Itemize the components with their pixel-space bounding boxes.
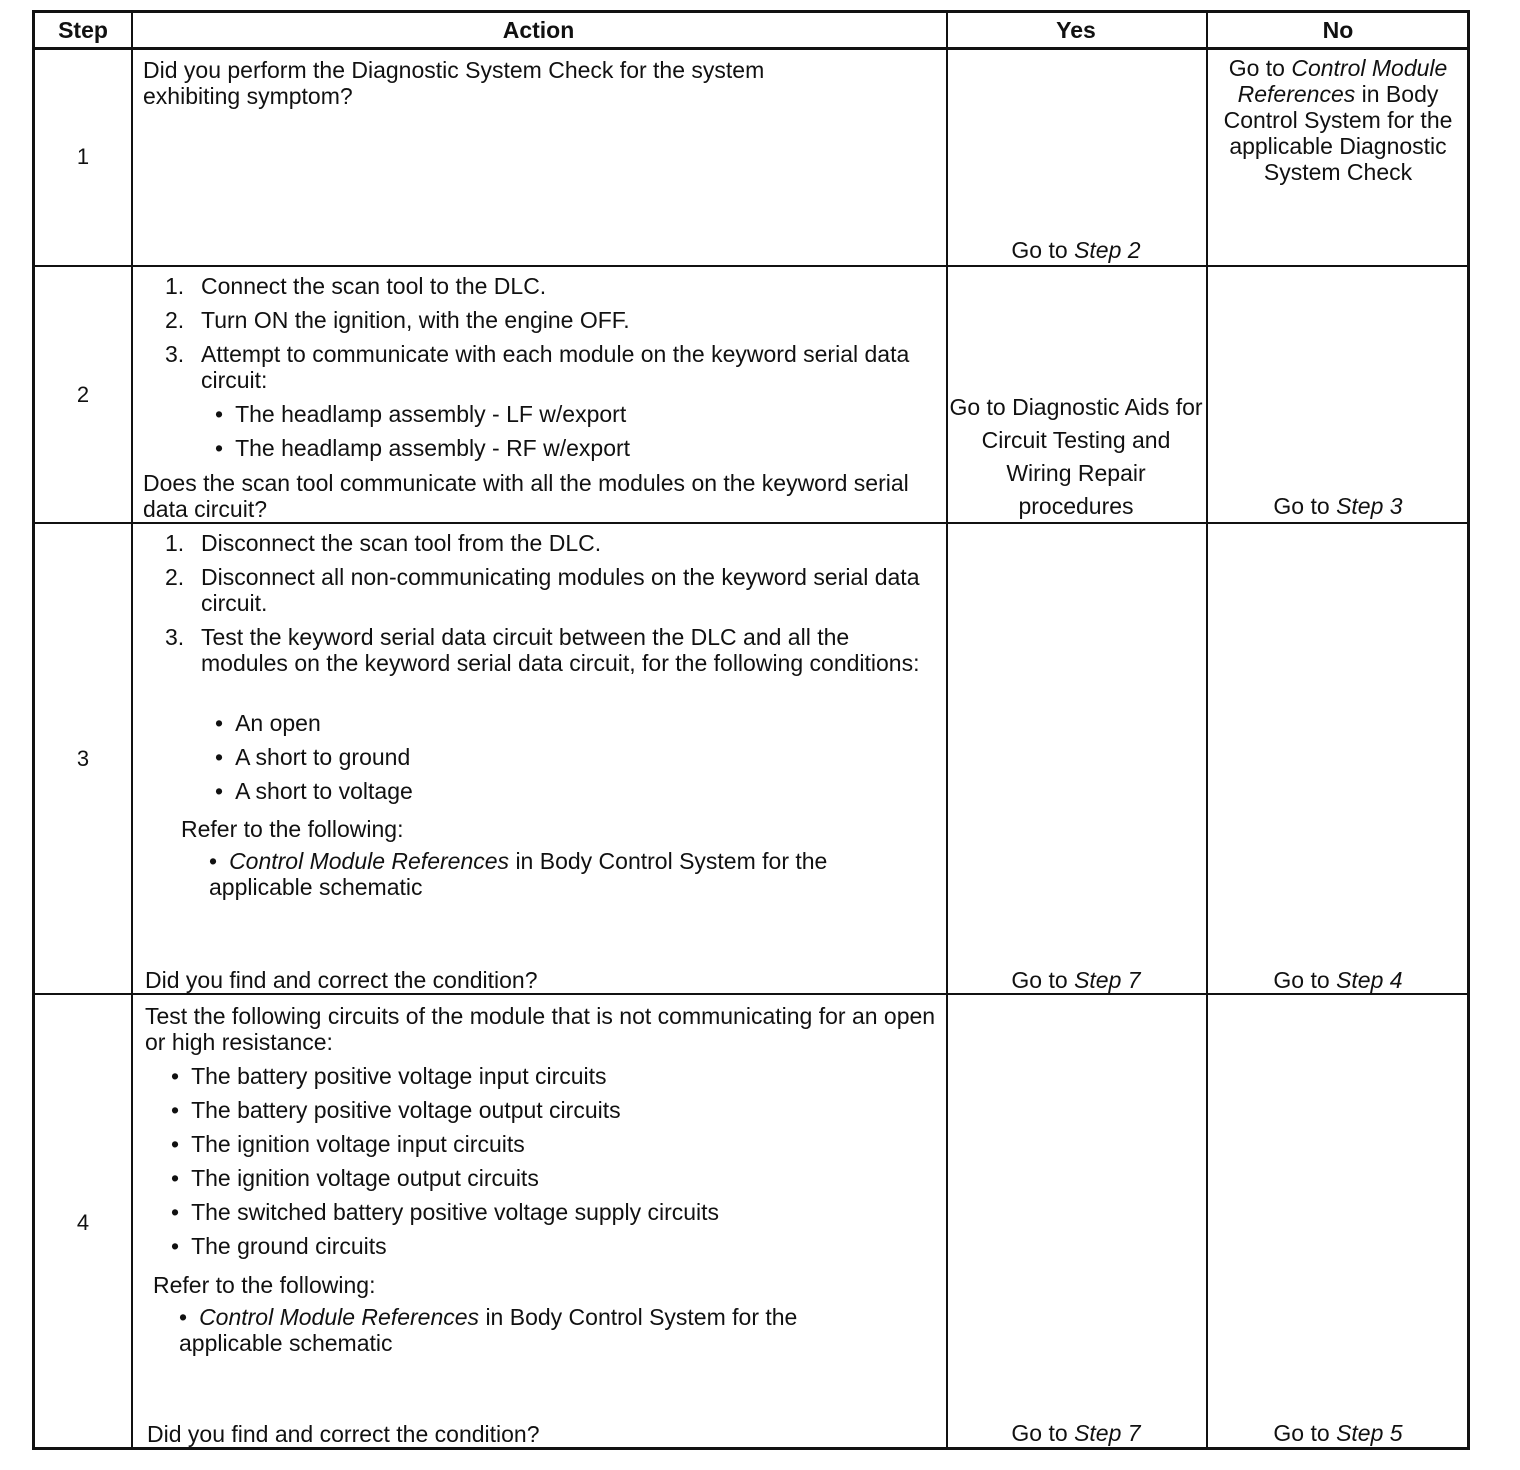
bullet-item: • The ignition voltage input circuits [171,1131,931,1157]
list-number: 2. [165,564,185,590]
column-divider [1206,13,1208,1447]
bullet-item: • A short to ground [215,744,915,770]
header-no: No [1322,16,1354,43]
bullet-item: • The battery positive voltage input circuits [171,1063,931,1089]
reference-link[interactable]: Control Module References [1237,55,1448,107]
bullet-item: • The ignition voltage output circuits [171,1165,931,1191]
step-question: Did you perform the Diagnostic System Check for the system exhibiting symptom? [143,57,765,109]
refer-text: Refer to the following: [181,816,404,842]
list-number: 3. [165,624,185,650]
header-action: Action [502,16,575,43]
list-number: 1. [165,530,185,556]
action-item: Turn ON the ignition, with the engine OFF. [201,307,630,333]
action-item: Disconnect all non-communicating modules on the keyword serial data circuit. [201,564,920,616]
step-question: Did you find and correct the condition? [145,967,538,993]
yes-result: Go to Step 7 [1011,1420,1141,1446]
action-item: Disconnect the scan tool from the DLC. [201,530,602,556]
step-intro: Test the following circuits of the module that is not communicating for an open or high resistance: [145,1003,936,1055]
no-result: Go to Control Module References in Body Control System for the applicable Diagnostic System Check [1223,55,1453,185]
step-link[interactable]: Step 7 [1074,1420,1141,1446]
action-item: Test the keyword serial data circuit between the DLC and all the modules on the keyword serial data circuit, for the following conditions: [201,624,920,676]
reference-item: • Control Module References in Body Control System for the applicable schematic [209,848,829,900]
row-divider [35,265,1467,267]
list-number: 2. [165,307,185,333]
no-result: Go to Step 4 [1273,967,1403,993]
step-number: 1 [76,144,90,169]
row-divider [35,47,1467,50]
step-number: 4 [76,1209,90,1235]
step-link[interactable]: Step 7 [1074,967,1141,993]
step-number: 3 [76,745,90,771]
bullet-item: • A short to voltage [215,778,915,804]
reference-link[interactable]: Control Module References [199,1304,480,1330]
bullet-item: • The battery positive voltage output circuits [171,1097,931,1123]
action-item: Connect the scan tool to the DLC. [201,273,547,299]
bullet-item: • An open [215,710,915,736]
header-step: Step [58,16,108,43]
bullet-item: • The switched battery positive voltage supply circuits [171,1199,931,1225]
yes-result: Go to Step 2 [1011,237,1141,263]
step-number: 2 [76,381,90,407]
step-question: Did you find and correct the condition? [147,1421,540,1447]
column-divider [946,13,948,1447]
bullet-item: • The headlamp assembly - LF w/export [215,401,915,427]
step-link[interactable]: Step 2 [1074,237,1141,263]
step-question: Does the scan tool communicate with all the modules on the keyword serial data circuit? [143,470,909,522]
bullet-item: • The ground circuits [171,1233,931,1259]
reference-link[interactable]: Control Module References [229,848,510,874]
row-divider [35,993,1467,995]
step-link[interactable]: Step 4 [1336,967,1403,993]
yes-result: Go to Step 7 [1011,967,1141,993]
column-divider [131,13,133,1447]
no-result: Go to Step 3 [1273,493,1403,519]
yes-result: Go to Diagnostic Aids for Circuit Testing and Wiring Repair procedures [949,394,1203,519]
refer-text: Refer to the following: [153,1272,376,1298]
row-divider [35,522,1467,524]
no-result: Go to Step 5 [1273,1420,1403,1446]
bullet-item: • The headlamp assembly - RF w/export [215,435,915,461]
step-link[interactable]: Step 3 [1336,493,1403,519]
header-yes: Yes [1056,16,1096,43]
step-link[interactable]: Step 5 [1336,1420,1403,1446]
reference-item: • Control Module References in Body Control System for the applicable schematic [179,1304,799,1356]
list-number: 3. [165,341,185,367]
action-item: Attempt to communicate with each module on the keyword serial data circuit: [201,341,910,393]
diagnostic-table [32,10,1470,1450]
list-number: 1. [165,273,185,299]
